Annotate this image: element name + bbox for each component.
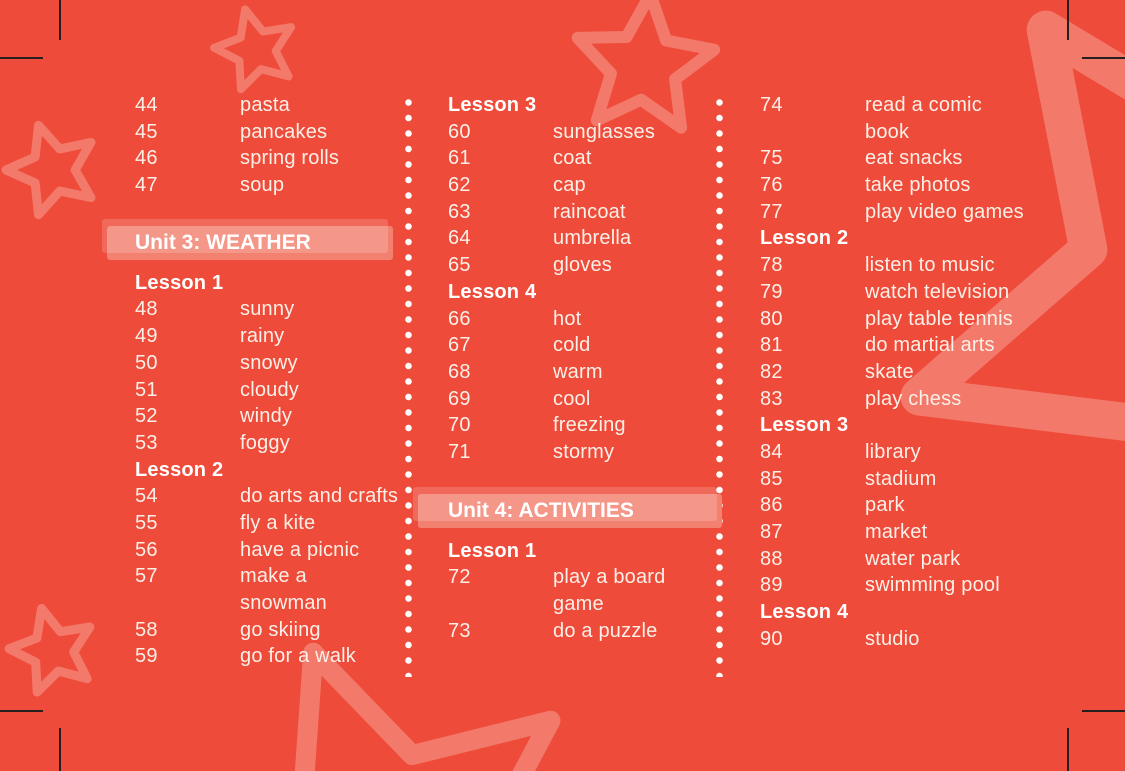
- vocab-item: [760, 439, 1105, 466]
- vocab-word: skate: [865, 360, 914, 383]
- lesson-header: Lesson 2: [760, 227, 849, 250]
- vocab-item: [448, 332, 733, 359]
- vocab-word: take photos: [865, 174, 971, 197]
- vocab-item: [448, 225, 733, 252]
- vocab-word: cold: [553, 334, 591, 357]
- vocab-word: freezing: [553, 414, 626, 437]
- vocab-number: 52: [135, 405, 158, 428]
- vocab-word: market: [865, 521, 928, 543]
- vocab-item: [448, 306, 733, 333]
- vocab-item: [135, 537, 425, 564]
- unit-header-label: Unit 4: ACTIVITIES: [448, 498, 634, 522]
- vocab-item: [135, 323, 425, 350]
- crop-mark-bottom-right-horizontal: [1082, 710, 1125, 712]
- vocab-item: [760, 306, 1105, 333]
- vocab-item: [135, 172, 425, 199]
- vocab-number: 82: [760, 360, 783, 383]
- vocab-item: [760, 572, 1105, 599]
- vocab-word: spring rolls: [240, 147, 340, 170]
- vocab-number: 67: [448, 334, 471, 357]
- vocab-item: [135, 563, 425, 590]
- vocab-word: stormy: [553, 440, 615, 463]
- crop-mark-top-right-vertical: [1067, 0, 1069, 40]
- word-list-column-1: [135, 92, 425, 670]
- vocab-word: book: [865, 120, 910, 143]
- vocab-number: 55: [135, 511, 158, 534]
- unit-header-label: Unit 3: WEATHER: [135, 230, 311, 254]
- vocab-word: rainy: [240, 325, 285, 348]
- vocab-item: [448, 386, 733, 413]
- vocab-number: 83: [760, 387, 783, 410]
- vocab-item: [135, 350, 425, 377]
- vocab-word: snowy: [240, 351, 298, 374]
- vocab-number: 44: [135, 94, 158, 116]
- vocab-number: 62: [448, 174, 471, 197]
- vocab-number: 57: [135, 565, 158, 588]
- vocab-word: have a picnic: [240, 538, 360, 561]
- vocab-word: play chess: [865, 387, 962, 410]
- lesson-header: Lesson 1: [135, 271, 224, 294]
- crop-mark-top-left-vertical: [59, 0, 61, 40]
- vocab-number: 45: [135, 120, 158, 143]
- vocab-word: sunny: [240, 298, 295, 321]
- vocab-item: [760, 546, 1105, 573]
- vocab-number: 84: [760, 440, 783, 463]
- crop-mark-bottom-right-vertical: [1067, 728, 1069, 771]
- vocab-word: play video games: [865, 200, 1024, 223]
- vocab-item: [760, 466, 1105, 493]
- vocab-item: [135, 617, 425, 644]
- vocab-item: [135, 403, 425, 430]
- vocab-number: 46: [135, 147, 158, 170]
- vocab-number: 66: [448, 307, 471, 330]
- vocab-number: 81: [760, 334, 783, 357]
- crop-mark-top-left-horizontal: [0, 57, 43, 59]
- vocab-word: cool: [553, 387, 591, 410]
- vocab-number: 78: [760, 254, 783, 277]
- star-outline-icon: [175, 653, 559, 771]
- vocab-item: [448, 199, 733, 226]
- vocab-word: listen to music: [865, 254, 995, 277]
- vocab-item: [760, 359, 1105, 386]
- vocab-item: [135, 377, 425, 404]
- vocab-number: 60: [448, 120, 471, 143]
- crop-mark-top-right-horizontal: [1082, 57, 1125, 59]
- vocab-number: 73: [448, 619, 471, 642]
- word-list-column-2: [448, 92, 733, 644]
- vocab-word: warm: [553, 360, 603, 383]
- vocab-item: [448, 359, 733, 386]
- vocab-number: 53: [135, 431, 158, 454]
- vocab-item: [760, 492, 1105, 519]
- vocab-number: 75: [760, 147, 783, 170]
- vocab-item: [760, 626, 1105, 653]
- vocab-word: raincoat: [553, 200, 626, 223]
- vocab-number: 80: [760, 307, 783, 330]
- vocab-number: 50: [135, 351, 158, 374]
- vocab-word: pasta: [240, 94, 290, 116]
- vocab-item: [760, 199, 1105, 226]
- vocab-word: studio: [865, 627, 920, 650]
- vocab-word: eat snacks: [865, 147, 963, 170]
- vocab-number: 89: [760, 574, 783, 597]
- vocab-number: 54: [135, 485, 158, 508]
- star-outline-icon: [214, 9, 291, 89]
- vocab-word: windy: [240, 405, 293, 428]
- vocab-word: soup: [240, 174, 285, 197]
- lesson-header: Lesson 1: [448, 539, 537, 562]
- vocab-item: [135, 483, 425, 510]
- vocab-number: 61: [448, 147, 471, 170]
- vocab-word: go for a walk: [240, 645, 356, 668]
- vocab-number: 85: [760, 467, 783, 490]
- vocab-word: umbrella: [553, 227, 632, 250]
- vocab-word: play a board: [553, 566, 666, 589]
- lesson-header: Lesson 3: [760, 414, 849, 437]
- vocab-number: 76: [760, 174, 783, 197]
- vocab-item: [135, 296, 425, 323]
- lesson-header: Lesson 4: [760, 601, 849, 624]
- vocab-word: do martial arts: [865, 334, 995, 357]
- vocab-item: [448, 439, 733, 466]
- word-list-column-3: [760, 92, 1105, 652]
- vocab-word: watch television: [865, 280, 1010, 303]
- vocab-word: go skiing: [240, 618, 321, 641]
- vocab-word: sunglasses: [553, 120, 656, 143]
- unit-header: [418, 494, 722, 528]
- vocab-number: 90: [760, 627, 783, 650]
- vocab-item: [760, 92, 1105, 119]
- vocab-word: hot: [553, 307, 582, 330]
- vocab-number: 70: [448, 414, 471, 437]
- vocab-number: 74: [760, 94, 783, 116]
- vocab-number: 87: [760, 521, 783, 543]
- lesson-header: Lesson 3: [448, 94, 537, 116]
- vocab-word: pancakes: [240, 120, 328, 143]
- vocab-number: 68: [448, 360, 471, 383]
- vocab-number: 58: [135, 618, 158, 641]
- vocab-number: 88: [760, 547, 783, 570]
- vocab-item: [448, 591, 733, 618]
- vocab-item: [760, 145, 1105, 172]
- vocab-item: [448, 119, 733, 146]
- vocab-number: 65: [448, 254, 471, 277]
- vocab-item: [448, 564, 733, 591]
- vocab-item: [135, 510, 425, 537]
- vocab-word: gloves: [553, 254, 613, 277]
- vocab-item: [760, 386, 1105, 413]
- vocab-number: 63: [448, 200, 471, 223]
- vocab-number: 69: [448, 387, 471, 410]
- vocab-word: stadium: [865, 467, 937, 490]
- vocab-word: library: [865, 440, 921, 463]
- vocab-item: [448, 252, 733, 279]
- vocab-number: 48: [135, 298, 158, 321]
- vocab-word: make a: [240, 565, 307, 588]
- vocab-number: 49: [135, 325, 158, 348]
- vocab-word: do a puzzle: [553, 619, 658, 642]
- vocab-word: fly a kite: [240, 511, 316, 534]
- vocab-item: [760, 279, 1105, 306]
- vocab-number: 79: [760, 280, 783, 303]
- lesson-header: Lesson 2: [135, 458, 224, 481]
- vocab-word: coat: [553, 147, 592, 170]
- vocab-word: do arts and crafts: [240, 485, 399, 508]
- star-outline-icon: [9, 609, 90, 693]
- vocab-number: 59: [135, 645, 158, 668]
- vocab-number: 71: [448, 440, 471, 463]
- vocab-number: 72: [448, 566, 471, 589]
- vocab-number: 86: [760, 494, 783, 517]
- vocab-number: 47: [135, 174, 158, 197]
- vocab-word: snowman: [240, 592, 327, 614]
- crop-mark-bottom-left-vertical: [59, 728, 61, 771]
- vocab-item: [760, 252, 1105, 279]
- vocab-item: [760, 332, 1105, 359]
- vocab-item: [135, 590, 425, 617]
- vocab-number: 77: [760, 200, 783, 223]
- vocab-item: [448, 412, 733, 439]
- vocab-item: [135, 145, 425, 172]
- vocab-word: cloudy: [240, 378, 300, 401]
- star-outline-icon: [6, 125, 91, 214]
- vocab-item: [760, 172, 1105, 199]
- vocab-word: cap: [553, 174, 586, 197]
- vocab-item: [448, 172, 733, 199]
- vocab-word: game: [553, 593, 604, 615]
- vocab-item: [760, 119, 1105, 146]
- vocab-item: [135, 92, 425, 119]
- vocab-word: play table tennis: [865, 307, 1013, 330]
- lesson-header: Lesson 4: [448, 280, 537, 303]
- vocab-word: water park: [865, 547, 961, 570]
- vocab-item: [135, 430, 425, 457]
- vocab-number: 64: [448, 227, 471, 250]
- vocab-word: read a comic: [865, 94, 982, 116]
- vocab-word: park: [865, 494, 905, 517]
- crop-mark-bottom-left-horizontal: [0, 710, 43, 712]
- unit-header: [107, 226, 393, 260]
- vocab-word: swimming pool: [865, 574, 1000, 597]
- vocab-number: 51: [135, 378, 158, 401]
- vocab-item: [135, 643, 425, 670]
- vocab-word: foggy: [240, 431, 290, 454]
- vocab-item: [448, 145, 733, 172]
- vocab-item: [448, 618, 733, 645]
- vocab-item: [135, 119, 425, 146]
- vocab-item: [760, 519, 1105, 546]
- vocab-number: 56: [135, 538, 158, 561]
